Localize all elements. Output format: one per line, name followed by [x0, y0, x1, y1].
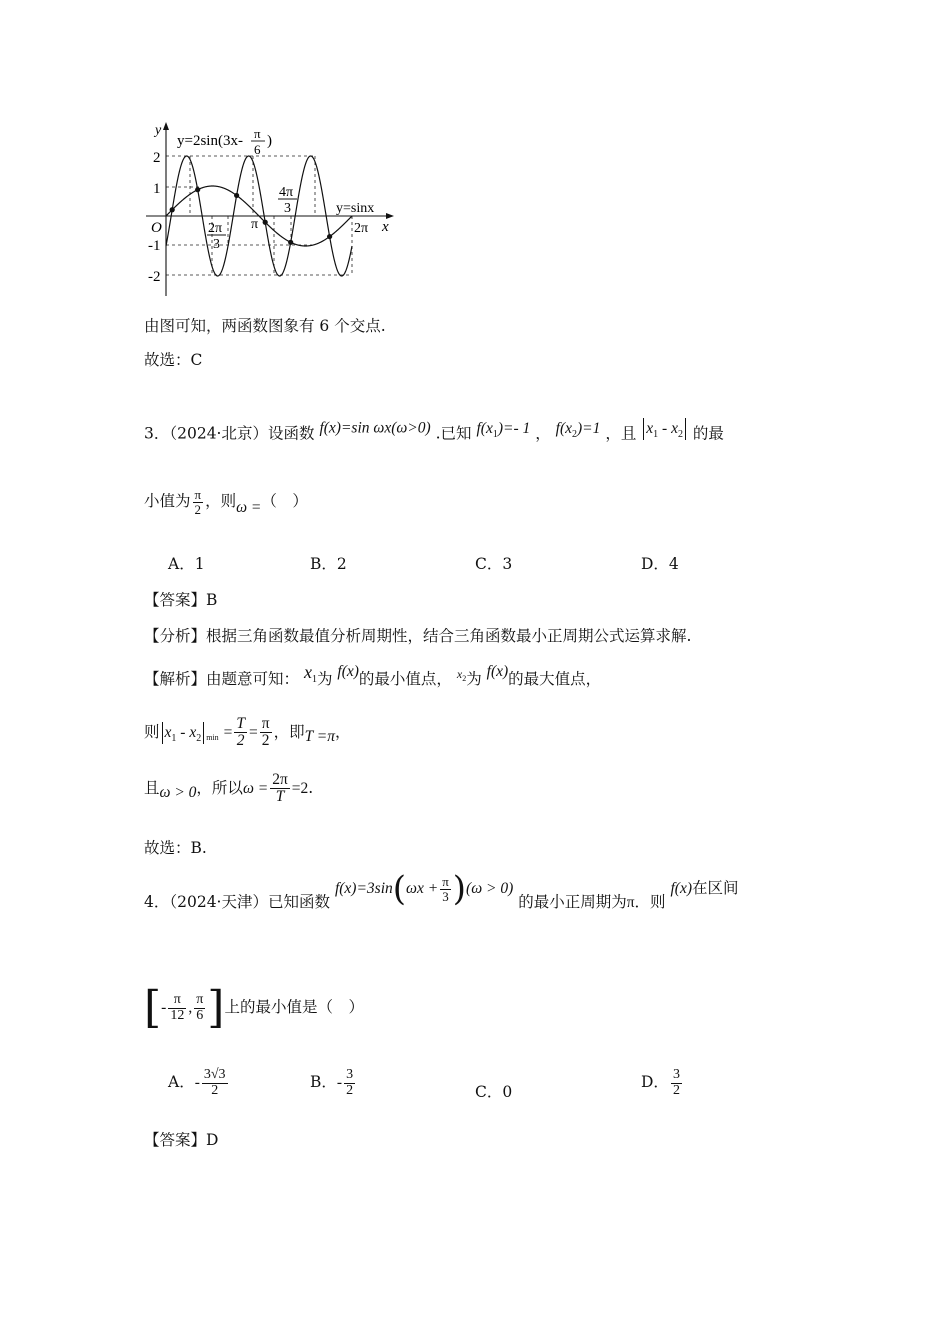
q3-fx1: $f(x_1)=-$ 1 [476, 419, 531, 440]
origin-label: O [151, 220, 162, 236]
q3-option-c[interactable]: C．3 [475, 555, 513, 573]
graph-conclusion: 由图可知，两函数图象有 6 个交点. [144, 317, 386, 335]
q3-choice: 故选：B. [144, 839, 207, 857]
intersection-point-6 [327, 234, 332, 239]
label-4pi3-num: 4π [279, 185, 294, 200]
y-axis-arrow [163, 122, 169, 130]
q4-pi-over-12: $\frac{\pi}{12}$ [170, 991, 185, 1023]
q3-half-pi: $\frac{\pi}{2}$ [194, 487, 202, 517]
label-2pi: 2π [354, 221, 369, 236]
q3-T-eq-pi: T =π [304, 727, 336, 745]
q3-2pi-over-T: $\frac{2\pi}{T}$ [272, 771, 288, 806]
q3-function-def: f(x)=sin ωx(ω>0) [319, 419, 431, 437]
q3-analysis: 【分析】根据三角函数最值分析周期性，结合三角函数最小正周期公式运算求解. [144, 627, 692, 645]
intersection-point-5 [288, 240, 293, 245]
tick-1: 1 [153, 181, 161, 197]
label-2pi3-num: 2π [208, 221, 223, 236]
q3-known: .已知 [435, 424, 472, 443]
q4-pi-over-6: $\frac{\pi}{6}$ [196, 991, 204, 1023]
q3-abs-min: $x_1 - x_2$ min [160, 724, 219, 741]
q3-number: 3．（2024·北京）设函数 [144, 424, 315, 443]
q3-min-value: 小值为 [144, 492, 191, 511]
q4-option-a[interactable]: A．- $\frac{3√3}{2}$ [168, 1067, 226, 1098]
eq-six: 6 [254, 142, 261, 157]
q4-option-c[interactable]: C．0 [475, 1083, 513, 1101]
q4-option-d[interactable]: D． $\frac{3}{2}$ [641, 1067, 680, 1098]
y-axis-label: y [155, 123, 162, 138]
q4-min-question: 上的最小值是（ ） [224, 998, 364, 1016]
eq-sinx: y=sinx [336, 201, 375, 216]
q3-then: ，则 [205, 492, 237, 511]
q3-sol-fx2: f(x) [486, 663, 509, 680]
label-2pi3-den: 3 [213, 237, 220, 252]
q4-pi-over-3: $\frac{\pi}{3}$ [442, 873, 449, 904]
eq-close: ) [267, 133, 272, 149]
q3-option-b[interactable]: B．2 [310, 555, 347, 573]
function-graph [138, 118, 398, 303]
q3-sol-fx: f(x) [337, 663, 359, 680]
q3-omega-positive: ω > 0 [159, 783, 197, 801]
q3-stem-line2 [144, 488, 308, 517]
q3-solution-label: 【解析】由题意可知： [144, 670, 300, 688]
q3-solution-line1: 【解析】由题意可知： $x_1$为 f(x)的最小值点， $^{x_2}$为 f(x)的最大值点， [144, 662, 602, 688]
q3-pi-over-2: $\frac{\pi}{2}$ [261, 715, 270, 750]
q4-condition: (ω > 0) [466, 880, 514, 897]
q3-fx2: $f(x_2)=1$ [555, 419, 601, 440]
q4-stem-line2: [- $\frac{\pi}{12}$ , $\frac{\pi}{6}$ ]上的最小值是（ ） [144, 982, 364, 1033]
eq-main-text: y=2sin(3x- [177, 133, 243, 149]
intersection-point-2 [195, 187, 200, 192]
q3-solution-line2: 则 $x_1 - x_2$ min = $\frac{T}{2}$ = $\frac{\pi}{2}$ ，即T =π， [144, 715, 351, 750]
q3-solution-line3: 且ω > 0，所以ω = $\frac{2\pi}{T}$ =2. [144, 771, 314, 806]
q3-option-a[interactable]: A．1 [168, 555, 205, 573]
tick-minus2: -2 [148, 269, 161, 285]
intersection-point-4 [263, 220, 268, 225]
q3-answer: 【答案】B [144, 591, 218, 609]
q3-omega: ω = [236, 499, 262, 517]
q3-abs-diff: $x_1 - x_2$ [641, 420, 688, 437]
q3-comma: ， [535, 424, 551, 443]
q4-option-b[interactable]: B．- $\frac{3}{2}$ [310, 1067, 354, 1098]
q3-sol-x2: x2 [456, 667, 467, 683]
q4-stem-line1: 4．（2024·天津）已知函数 f(x)=3sin(ωx + $\frac{\pi}{3}$ )(ω > 0) 的最小正周期为π．则 f(x)在区间 [144, 869, 739, 911]
q4-f-lhs: f(x)=3sin [334, 880, 393, 897]
x-axis-label: x [382, 219, 389, 235]
q3-tail: 的最 [692, 424, 724, 443]
q4-answer: 【答案】D [144, 1131, 219, 1149]
intersection-point-3 [234, 193, 239, 198]
tick-minus1: -1 [148, 238, 161, 254]
q3-and: ，且 [605, 424, 637, 443]
q3-T-over-2: $\frac{T}{2}$ [236, 715, 245, 750]
q3-paren: （ ） [261, 492, 308, 511]
label-4pi3-den: 3 [284, 201, 291, 216]
q3-stem-line1 [144, 418, 724, 444]
q4-fx: f(x) [670, 880, 693, 897]
q3-sol-x1: $x_1$ [303, 662, 317, 685]
eq-main [177, 133, 243, 149]
q2-choice: 故选：C [144, 351, 203, 369]
tick-2: 2 [153, 150, 161, 166]
eq-pi: π [254, 126, 261, 141]
intersection-point-1 [170, 207, 175, 212]
label-pi: π [251, 217, 259, 232]
q3-option-d[interactable]: D．4 [641, 555, 679, 573]
q4-number: 4．（2024·天津）已知函数 [144, 893, 330, 911]
